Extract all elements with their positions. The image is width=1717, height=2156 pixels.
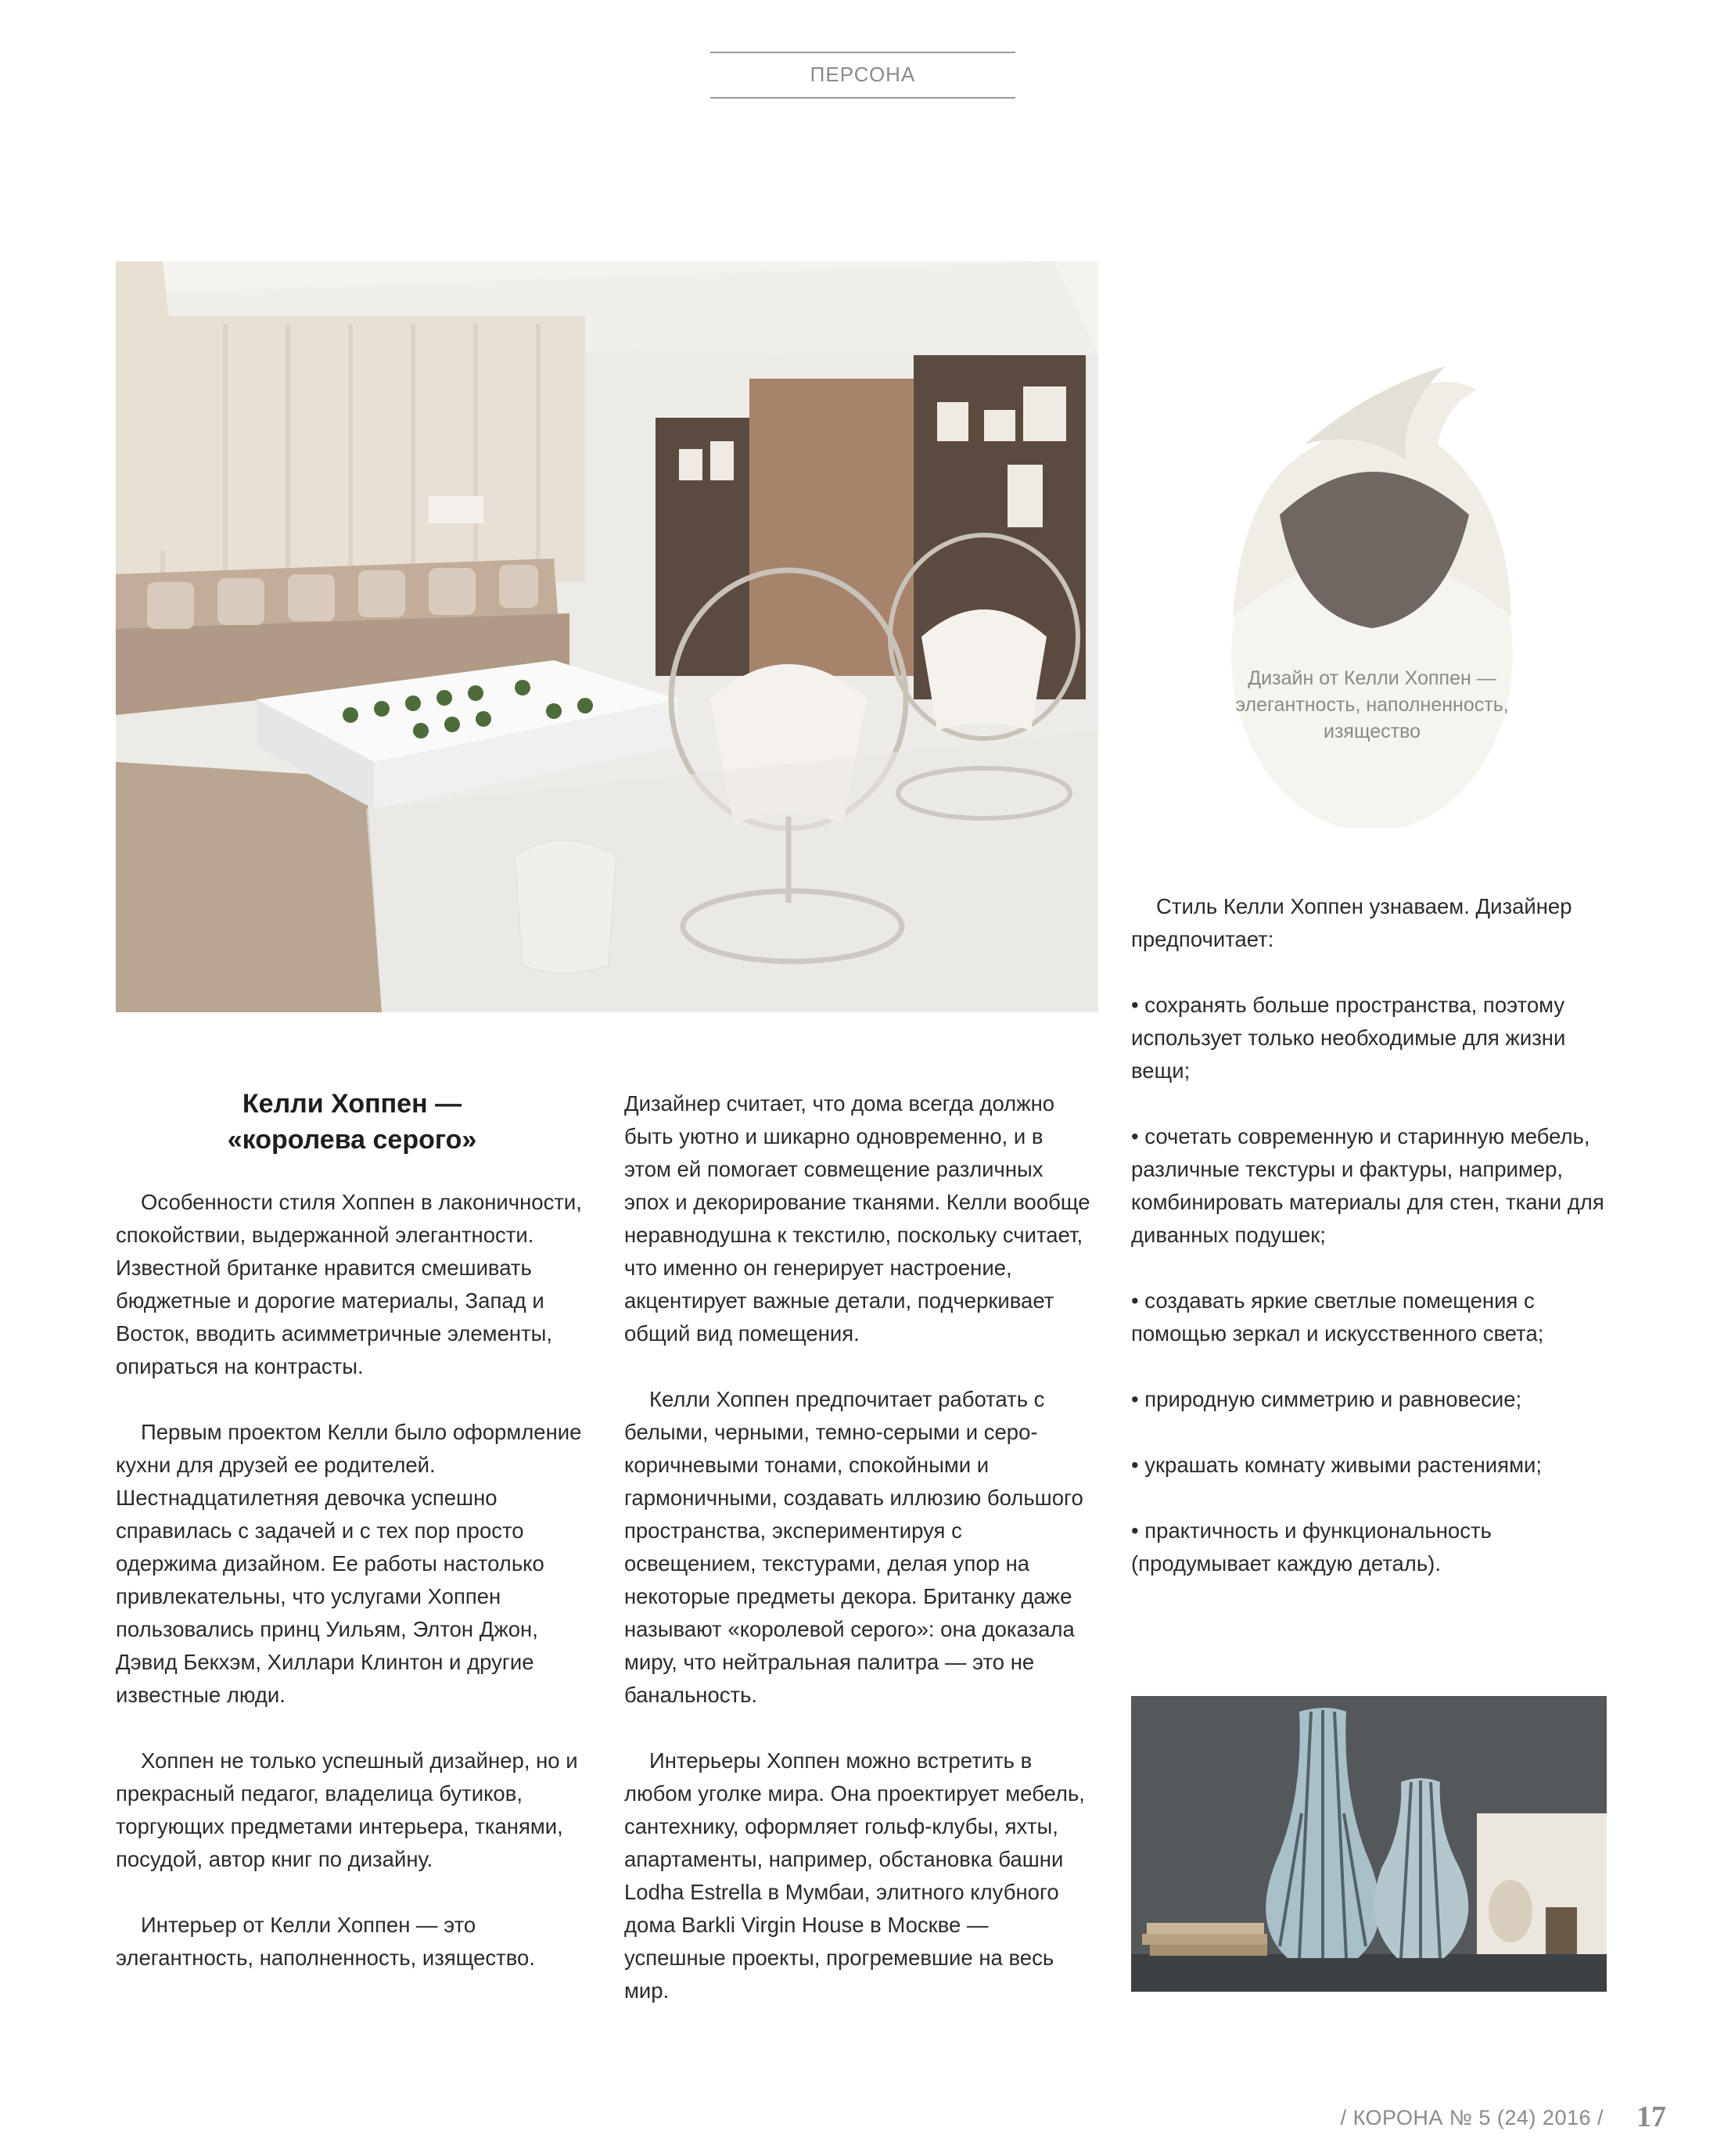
interior-photo	[116, 261, 1098, 1012]
vases-photo	[1131, 1696, 1607, 1992]
vase-image	[1211, 358, 1539, 828]
magazine-footer: / КОРОНА № 5 (24) 2016 /	[1340, 2106, 1604, 2129]
column-3	[1131, 890, 1616, 1580]
col1-paragraph-2: Первым проектом Келли было оформление кухни для друзей ее родителей. Шестнадцатилетняя девочка успешно справилась с задачей и с тех пор просто одержима дизайном. Ее работы настолько привлекательны, что услугами Хоппен пользовались принц Уильям, Элтон Джон, Дэвид Бекхэм, Хиллари Клинтон и другие известные люди.	[116, 1420, 582, 1707]
col1-paragraph-4: Интерьер от Келли Хоппен — это элегантность, наполненность, изящество.	[116, 1913, 535, 1970]
col3-intro: Стиль Келли Хоппен узнаваем. Дизайнер предпочитает:	[1131, 894, 1572, 951]
column-1	[116, 1186, 585, 1975]
col2-paragraph-3: Интерьеры Хоппен можно встретить в любом уголке мира. Она проектирует мебель, сантехнику, оформляет гольф-клубы, яхты, апартаменты, например, обстановка башни Lodha Estrella в Мумбаи, элитного клубного дома Barkli Virgin House в Москве — успешные проекты, прогремевшие на весь мир.	[624, 1748, 1085, 2003]
page-number: 17	[1636, 2100, 1666, 2133]
vase-caption: Дизайн от Келли Хоппен — элегантность, наполненность, изящество	[1235, 667, 1509, 742]
article-title	[188, 1086, 516, 1158]
col2-paragraph-2: Келли Хоппен предпочитает работать с белыми, черными, темно-серыми и серо-коричневыми тонами, спокойными и гармоничными, создавать иллюзию большого пространства, экспериментируя с освещением, текстурами, делая упор на некоторые предметы декора. Британку даже называют «королевой серого»: она доказала миру, что нейтральная палитра — это не банальность.	[624, 1387, 1083, 1707]
article-title-line2: «королева серого»	[227, 1125, 477, 1155]
header-rule-top	[710, 52, 1015, 53]
col3-bullet: • украшать комнату живыми растениями;	[1131, 1453, 1542, 1477]
col1-paragraph-3: Хоппен не только успешный дизайнер, но и прекрасный педагог, владелица бутиков, торгующих предметами интерьера, тканями, посудой, автор книг по дизайну.	[116, 1748, 578, 1871]
col2-paragraph-1: Дизайнер считает, что дома всегда должно быть уютно и шикарно одновременно, и в этом ей помогает совмещение различных эпох и декорирование тканями. Келли вообще неравнодушна к текстилю, поскольку считает, что именно он генерирует настроение, акцентирует важные детали, подчеркивает общий вид помещения.	[624, 1091, 1090, 1346]
col3-bullet: • создавать яркие светлые помещения с помощью зеркал и искусственного света;	[1131, 1288, 1544, 1346]
column-2	[624, 1087, 1094, 2007]
header-rule-bottom	[710, 97, 1015, 99]
col1-paragraph-1: Особенности стиля Хоппен в лаконичности, спокойствии, выдержанной элегантности. Известной британке нравится смешивать бюджетные и дорогие материалы, Запад и Восток, вводить асимметричные элементы, опираться на контрасты.	[116, 1190, 582, 1378]
col3-bullet: • сочетать современную и старинную мебель, различные текстуры и фактуры, например, комбинировать материалы для стен, ткани для диванных подушек;	[1131, 1124, 1604, 1247]
col3-bullet: • сохранять больше пространства, поэтому использует только необходимые для жизни вещи;	[1131, 993, 1566, 1083]
article-title-line1: Келли Хоппен —	[242, 1089, 462, 1119]
section-label: ПЕРСОНА	[810, 63, 916, 86]
col3-bullet: • практичность и функциональность (продумывает каждую деталь).	[1131, 1518, 1492, 1576]
col3-bullet: • природную симметрию и равновесие;	[1131, 1387, 1522, 1411]
